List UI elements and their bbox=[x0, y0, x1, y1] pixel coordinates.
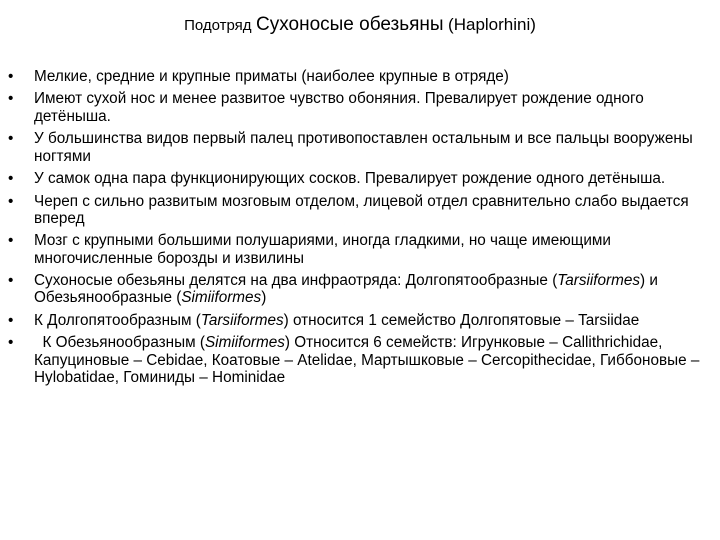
bullet-text: Мозг с крупными большими полушариями, иногда гладкими, но чаще имеющими многочисленные борозды и извилины bbox=[34, 232, 611, 267]
bullet-text: Череп с сильно развитым мозговым отделом, лицевой отдел сравнительно слабо выдается вперед bbox=[34, 192, 689, 227]
bullet-dot: • bbox=[8, 311, 14, 329]
bullet-dot: • bbox=[8, 130, 14, 148]
title-prefix: Подотряд bbox=[184, 17, 252, 34]
bullet-text: Имеют сухой нос и менее развитое чувство обоняния. Превалирует рождение одного детёныша. bbox=[34, 90, 644, 125]
bullet-dot: • bbox=[8, 334, 14, 352]
bullet-dot: • bbox=[8, 68, 14, 85]
bullet-text: ) Относится 6 семейств: Игрунковые – Callithrichidae, Капуциновые – Cebidae, Коатовые – Atelidae, Мартышковые – Cercopithecidae, Гиббоновые – Hylobatidae, Гоминиды – Hominidae bbox=[34, 334, 700, 386]
bullet-item bbox=[0, 68, 716, 85]
bullet-text: ) bbox=[261, 289, 267, 307]
bullet-item bbox=[0, 130, 716, 165]
bullet-item bbox=[0, 334, 716, 386]
bullet-text: К Долгопятообразным ( bbox=[34, 311, 201, 329]
bullet-item bbox=[0, 170, 716, 187]
bullet-dot: • bbox=[8, 170, 14, 188]
bullet-text: ) относится 1 семейство Долгопятовые – Tarsiidae bbox=[283, 311, 640, 329]
bullet-text: У большинства видов первый палец противопоставлен остальным и все пальцы вооружены ногтями bbox=[34, 130, 693, 165]
latin-taxon-text: Simiiformes bbox=[181, 289, 262, 307]
bullet-item bbox=[0, 232, 716, 267]
title-name: Сухоносые обезьяны bbox=[256, 14, 444, 35]
bullet-text: Сухоносые обезьяны делятся на два инфраотряда: Долгопятообразные ( bbox=[34, 272, 558, 290]
bullet-item bbox=[0, 193, 716, 228]
bullet-item bbox=[0, 312, 716, 329]
latin-taxon-text: Tarsiiformes bbox=[200, 311, 284, 329]
bullet-text: ) и Обезьянообразные ( bbox=[34, 272, 658, 307]
bullet-dot: • bbox=[8, 232, 14, 250]
bullet-text: Мелкие, средние и крупные приматы (наиболее крупные в отряде) bbox=[34, 68, 509, 85]
bullet-dot: • bbox=[8, 192, 14, 210]
bullet-item bbox=[0, 90, 716, 125]
title-latin: (Haplorhini) bbox=[448, 15, 536, 34]
slide-title bbox=[0, 14, 720, 36]
latin-taxon-text: Tarsiiformes bbox=[557, 272, 641, 290]
latin-taxon-text: Simiiformes bbox=[204, 334, 285, 352]
bullet-item bbox=[0, 272, 716, 307]
bullet-dot: • bbox=[8, 272, 14, 290]
bullet-text: К Обезьянообразным ( bbox=[34, 334, 205, 352]
bullet-list bbox=[0, 68, 716, 391]
bullet-text: У самок одна пара функционирующих сосков. Превалирует рождение одного детёныша. bbox=[34, 170, 666, 188]
bullet-dot: • bbox=[8, 90, 14, 108]
